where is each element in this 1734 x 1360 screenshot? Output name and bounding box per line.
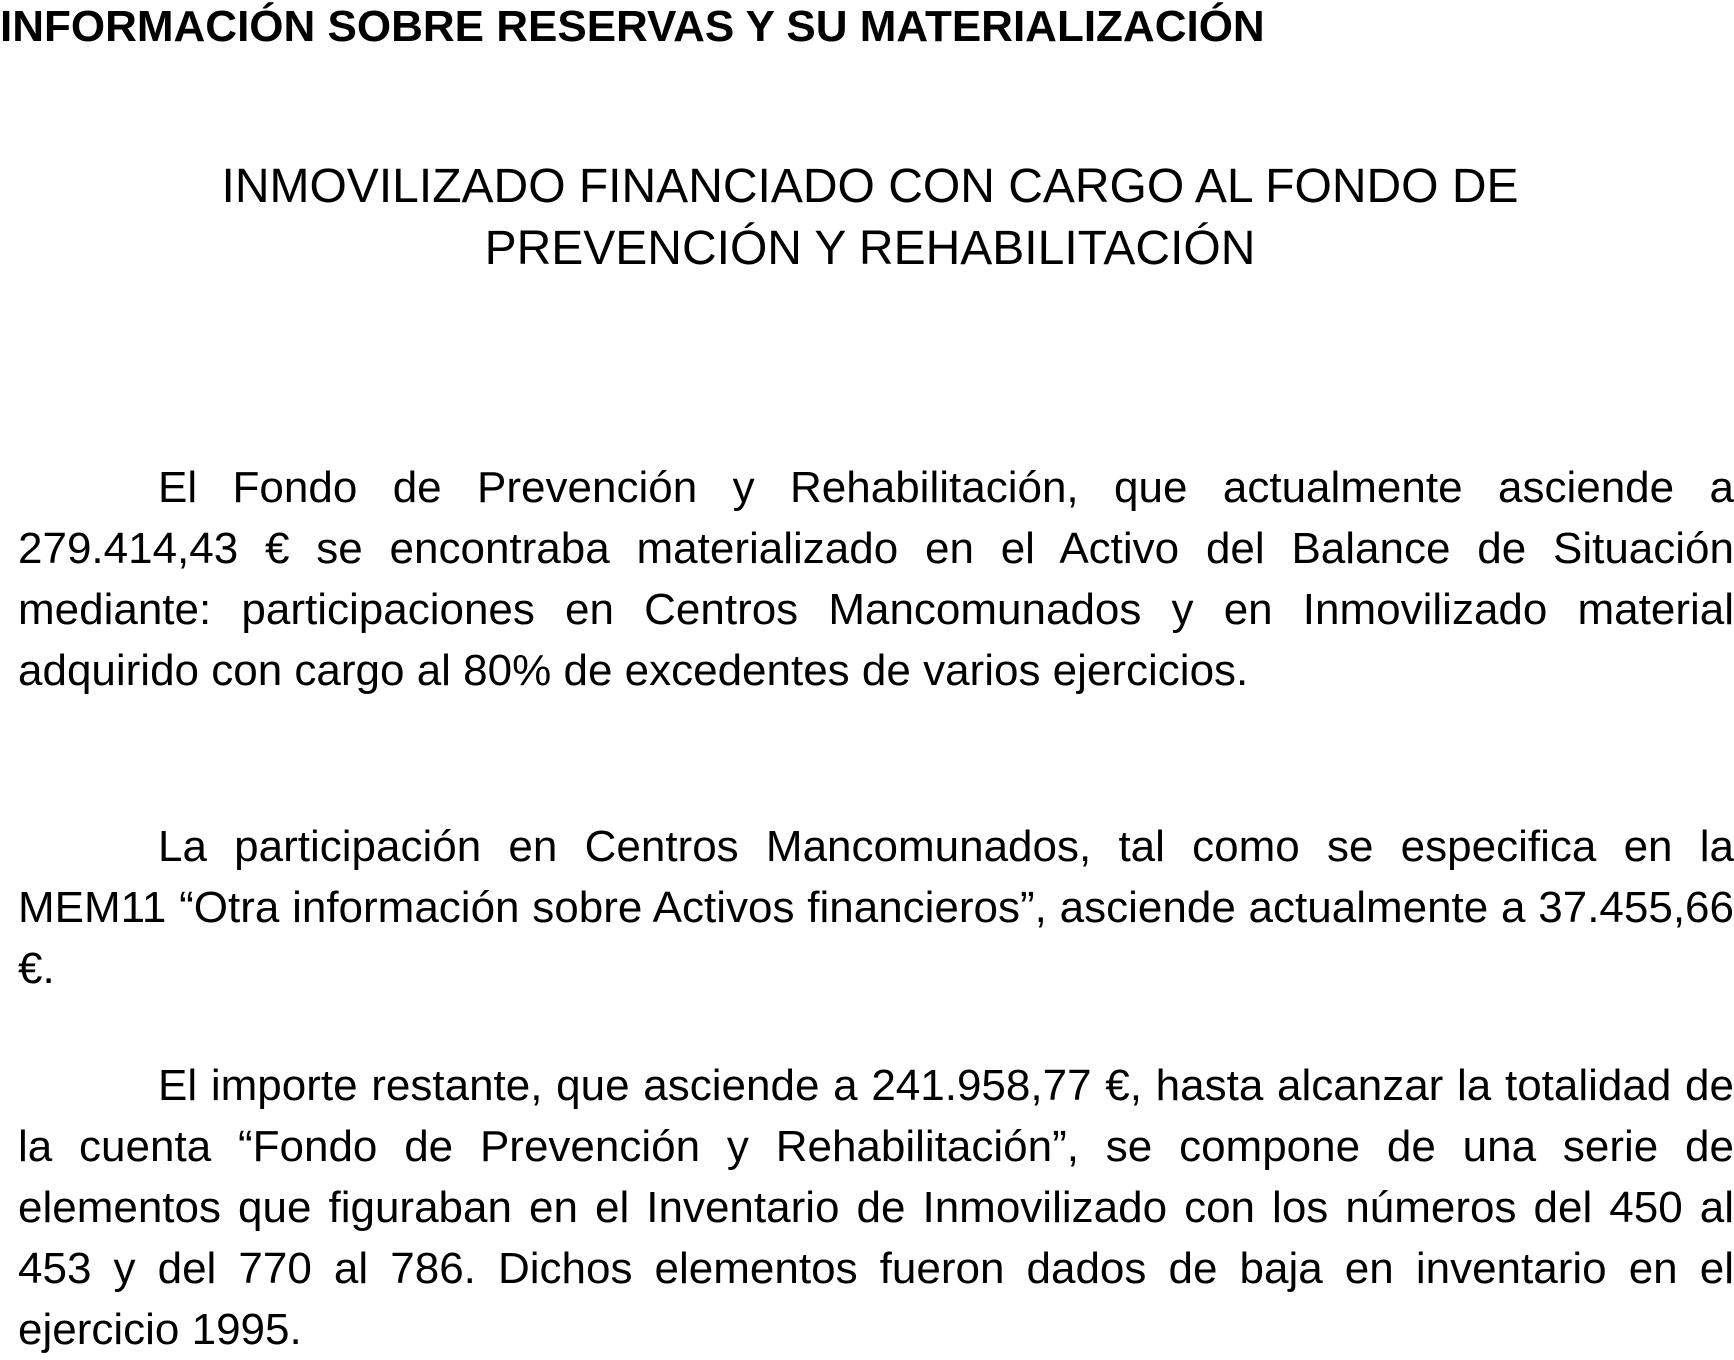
subtitle-line-1: INMOVILIZADO FINANCIADO CON CARGO AL FONDO DE: [221, 160, 1519, 213]
paragraph-text: El importe restante, que asciende a 241.958,77 €, hasta alcanzar la totalidad de la cuenta “Fondo de Prevención y Rehabilitación”, se compone de una serie de elementos que figuraban en el Inventario de Inmovilizado con los números del 450 al 453 y del 770 al 786. Dichos elementos fueron dados de baja en inventario en el ejercicio 1995.: [18, 1061, 1734, 1354]
paragraph-importe-restante: [18, 1055, 1734, 1360]
document-heading: INFORMACIÓN SOBRE RESERVAS Y SU MATERIALIZACIÓN: [0, 2, 1265, 51]
paragraph-fondo-prevencion: [18, 457, 1734, 701]
paragraph-centros-mancomunados: [18, 816, 1734, 999]
paragraph-text: El Fondo de Prevención y Rehabilitación, que actualmente asciende a 279.414,43 € se encontraba materializado en el Activo del Balance de Situación mediante: participaciones en Centros Mancomunados y en Inmovilizado material adquirido con cargo al 80% de excedentes de varios ejercicios.: [18, 463, 1734, 695]
subtitle-line-2: PREVENCIÓN Y REHABILITACIÓN: [484, 222, 1256, 275]
paragraph-text: La participación en Centros Mancomunados, tal como se especifica en la MEM11 “Otra información sobre Activos financieros”, asciende actualmente a 37.455,66 €.: [18, 822, 1734, 993]
section-subtitle: [200, 156, 1540, 280]
